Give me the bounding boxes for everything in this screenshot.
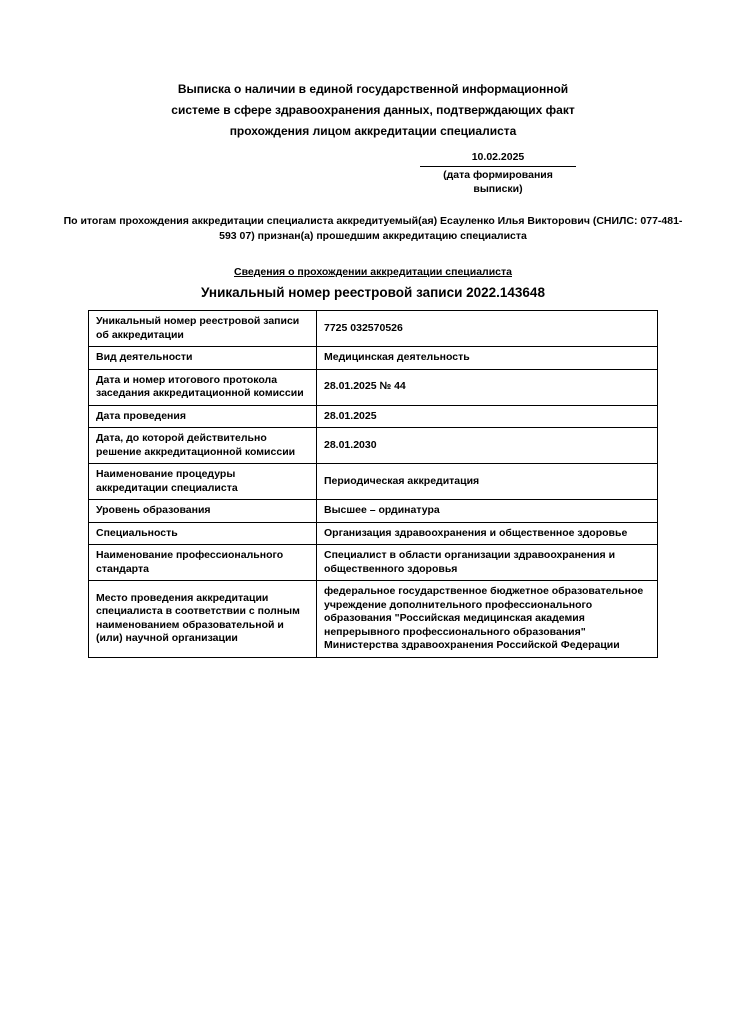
text-line: Выписка о наличии в единой государственной информационной <box>177 82 569 96</box>
accreditation-table-body <box>89 311 658 658</box>
row-value: Высшее – ординатура <box>317 500 658 523</box>
section-header: Сведения о прохождении аккредитации специалиста <box>234 266 512 278</box>
row-label: Уровень образования <box>89 500 317 523</box>
row-value: 7725 032570526 <box>317 311 658 347</box>
table-row <box>89 347 658 370</box>
intro-paragraph <box>0 214 746 244</box>
text-line: системе в сфере здравоохранения данных, подтверждающих факт <box>171 103 575 117</box>
registry-number-header: Уникальный номер реестровой записи 2022.143648 <box>201 285 545 300</box>
row-label: Место проведения аккредитации специалиста в соответствии с полным наименованием образовательной и (или) научной организации <box>89 581 317 658</box>
accreditation-table <box>88 310 658 658</box>
row-label: Дата проведения <box>89 405 317 428</box>
row-value: 28.01.2025 № 44 <box>317 369 658 405</box>
row-value: Периодическая аккредитация <box>317 464 658 500</box>
table-row <box>89 311 658 347</box>
row-value: 28.01.2030 <box>317 428 658 464</box>
row-label: Вид деятельности <box>89 347 317 370</box>
row-label: Уникальный номер реестровой записи об аккредитации <box>89 311 317 347</box>
formation-date: 10.02.2025 <box>420 151 576 167</box>
text-line: прохождения лицом аккредитации специалиста <box>229 124 517 138</box>
row-label: Дата и номер итогового протокола заседания аккредитационной комиссии <box>89 369 317 405</box>
table-row <box>89 464 658 500</box>
row-value: Организация здравоохранения и общественное здоровье <box>317 522 658 545</box>
row-value: Специалист в области организации здравоохранения и общественного здоровья <box>317 545 658 581</box>
table-row <box>89 405 658 428</box>
table-row <box>89 581 658 658</box>
table-row <box>89 500 658 523</box>
row-value: федеральное государственное бюджетное образовательное учреждение дополнительного профессионального образования "Российская медицинская академия непрерывного профессионального образования" Министерства здравоохранения Российской Федерации <box>317 581 658 658</box>
row-label: Наименование профессионального стандарта <box>89 545 317 581</box>
document-title <box>0 0 746 142</box>
row-value: Медицинская деятельность <box>317 347 658 370</box>
table-row <box>89 428 658 464</box>
row-label: Наименование процедуры аккредитации специалиста <box>89 464 317 500</box>
row-label: Дата, до которой действительно решение аккредитационной комиссии <box>89 428 317 464</box>
text-line: 593 07) признан(а) прошедшим аккредитацию специалиста <box>219 230 527 242</box>
formation-date-block <box>420 151 576 196</box>
formation-date-caption: (дата формирования выписки) <box>443 169 553 195</box>
table-row <box>89 522 658 545</box>
row-value: 28.01.2025 <box>317 405 658 428</box>
row-label: Специальность <box>89 522 317 545</box>
table-row <box>89 545 658 581</box>
table-row <box>89 369 658 405</box>
text-line: По итогам прохождения аккредитации специалиста аккредитуемый(ая) Есауленко Илья Викторович (СНИЛС: 077-481- <box>63 215 683 227</box>
